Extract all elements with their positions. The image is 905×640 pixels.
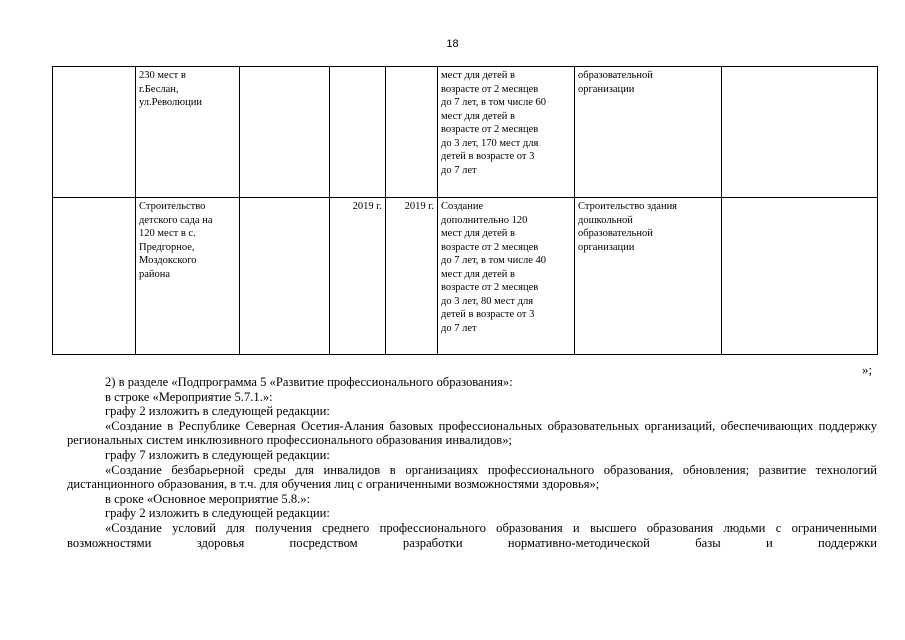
table-cell (53, 67, 136, 198)
table-cell-main-directions: Строительство здания дошкольной образовательной организации (575, 198, 722, 355)
paragraph-column-2-heading: графу 2 изложить в следующей редакции: (105, 404, 330, 419)
table-cell (722, 198, 878, 355)
table-cell-start-year: 2019 г. (330, 198, 386, 355)
table-cell-expected-result: мест для детей в возрасте от 2 месяцев до 7 лет, в том числе 60 мест для детей в возрасте от 2 месяцев до 3 лет, 170 мест для детей в возрасте от 3 до 7 лет (438, 67, 575, 198)
page-number: 18 (446, 38, 459, 50)
table-row (53, 198, 878, 355)
table-cell-start-year (330, 67, 386, 198)
paragraph-column-7-text: «Создание безбарьерной среды для инвалидов в организациях профессионального образования, обновления; развитие технологий дистанционного образования, в т.ч. для обучения лиц с ограниченными возможностями здоровья»; (67, 462, 877, 492)
paragraph-column-2-heading-2: графу 2 изложить в следующей редакции: (105, 506, 330, 521)
table-cell-end-year: 2019 г. (386, 198, 438, 355)
table-row (53, 67, 878, 198)
table-cell-expected-result: Создание дополнительно 120 мест для детей в возрасте от 2 месяцев до 7 лет, в том числе 40 мест для детей в возрасте от 2 месяцев до 3 лет, 80 мест для детей в возрасте от 3 до 7 лет (438, 198, 575, 355)
table-cell (240, 198, 330, 355)
table-cell-event-name: Строительство детского сада на 120 мест в с. Предгорное, Моздокского района (136, 198, 240, 355)
program-table (52, 66, 878, 355)
paragraph-row-5-8: в сроке «Основное мероприятие 5.8.»: (105, 491, 311, 506)
table-cell-event-name: 230 мест в г.Беслан, ул.Революции (136, 67, 240, 198)
table-cell-main-directions: образовательной организации (575, 67, 722, 198)
paragraph-column-2-text: «Создание в Республике Северная Осетия-Алания базовых профессиональных образовательных организаций, обеспечивающих поддержку региональных систем инклюзивного профессионального образования инвалидов»; (67, 418, 877, 448)
paragraph-column-7-heading: графу 7 изложить в следующей редакции: (105, 447, 330, 462)
table-cell (722, 67, 878, 198)
document-body (67, 375, 877, 550)
closing-quote-mark: »; (862, 362, 873, 377)
table-cell-end-year (386, 67, 438, 198)
table-cell (53, 198, 136, 355)
paragraph-column-2-text-2: «Создание условий для получения среднего профессионального образования и высшего образования людьми с ограниченными возможностями здоровья посредством разработки нормативно-методической базы и поддержки (67, 520, 877, 550)
paragraph-row-5-7-1: в строке «Мероприятие 5.7.1.»: (105, 389, 273, 404)
paragraph-section-2: 2) в разделе «Подпрограмма 5 «Развитие профессионального образования»: (105, 375, 513, 389)
table-cell (240, 67, 330, 198)
